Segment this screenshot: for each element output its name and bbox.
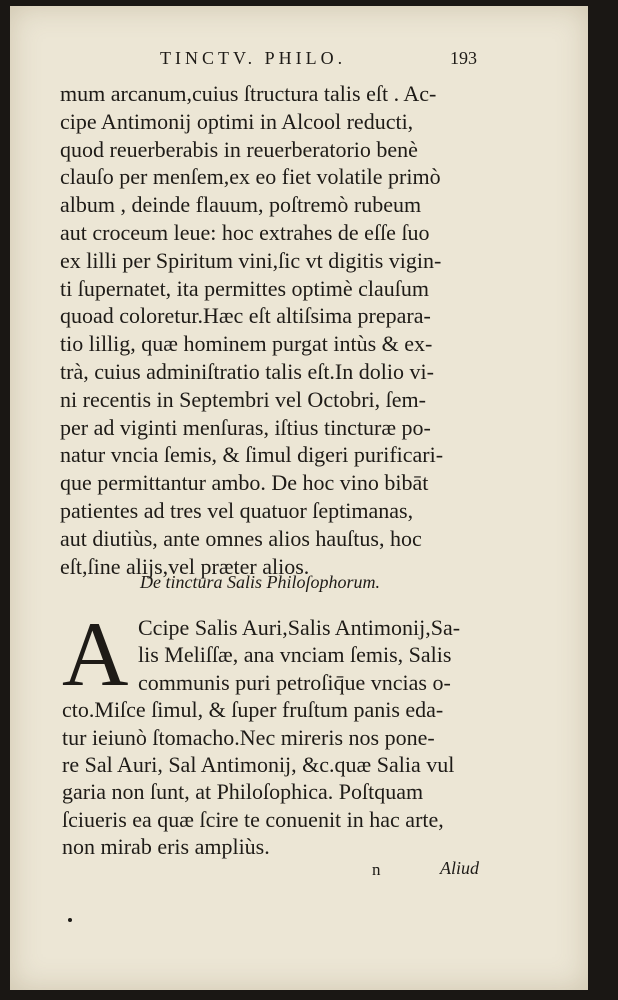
- text-line: patientes ad tres vel quatuor ſeptimanas,: [60, 497, 414, 523]
- text-line: natur vncia ſemis, & ſimul digeri purificari-: [60, 442, 444, 468]
- body-text: [60, 80, 520, 580]
- book-page: [10, 6, 588, 990]
- page-number: 193: [450, 48, 477, 68]
- signature-mark: n: [372, 860, 381, 879]
- text-line: eſt,ſine alijs,vel præter alios.: [60, 553, 310, 579]
- text-line: clauſo per menſem,ex eo fiet volatile primò: [60, 164, 441, 190]
- text-line: aut diutiùs, ante omnes alios hauſtus, hoc: [60, 525, 422, 551]
- text-line: ti ſupernatet, ita permittes optimè clauſum: [60, 275, 430, 301]
- text-line: Ccipe Salis Auri,Salis Antimonij,Sa-: [138, 615, 461, 640]
- text-line: communis puri petroſiq̄ue vncias o-: [138, 669, 451, 695]
- text-line: quod reuerberabis in reuerberatorio benè: [60, 136, 418, 162]
- text-line: ſciueris ea quæ ſcire te conuenit in hac arte,: [62, 806, 444, 832]
- text-line: quoad coloretur.Hæc eſt altiſsima prepara-: [60, 303, 431, 329]
- text-line: aut croceum leue: hoc extrahes de eſſe ſuo: [60, 219, 430, 245]
- text-line: garia non ſunt, at Philoſophica. Poſtquam: [62, 779, 424, 805]
- text-line: album , deinde flauum, poſtremò rubeum: [60, 192, 422, 218]
- text-line: tur ieiunò ſtomacho.Nec mireris nos pone-: [62, 724, 435, 750]
- text-line: ex lilli per Spiritum vini,ſic vt digitis vigin-: [60, 247, 442, 273]
- text-line: cipe Antimonij optimi in Alcool reducti,: [60, 108, 414, 134]
- text-line: trà, cuius adminiſtratio talis eſt.In dolio vi-: [60, 358, 434, 384]
- text-line: mum arcanum,cuius ſtructura talis eſt . Ac-: [60, 81, 437, 106]
- section-text: [62, 603, 522, 861]
- text-line: non mirab eris ampliùs.: [62, 834, 270, 860]
- ink-speck: [68, 918, 72, 922]
- text-line: per ad viginti menſuras, iſtius tincturæ po-: [60, 414, 431, 440]
- text-line: que permittantur ambo. De hoc vino bibāt: [60, 470, 429, 496]
- text-line: tio lillig, quæ hominem purgat intùs & ex-: [60, 331, 433, 357]
- running-head: [10, 48, 588, 74]
- text-line: lis Meliſſæ, ana vnciam ſemis, Salis: [138, 642, 452, 668]
- text-line: cto.Miſce ſimul, & ſuper fruſtum panis eda-: [62, 697, 444, 723]
- text-line: ni recentis in Septembri vel Octobri, ſem-: [60, 386, 426, 412]
- running-title: TINCTV. PHILO.: [160, 48, 347, 68]
- catchword: Aliud: [440, 858, 479, 878]
- section-heading: De tinctura Salis Philoſophorum.: [140, 572, 380, 592]
- drop-cap: A: [62, 603, 129, 705]
- text-line: re Sal Auri, Sal Antimonij, &c.quæ Salia vul: [62, 752, 455, 778]
